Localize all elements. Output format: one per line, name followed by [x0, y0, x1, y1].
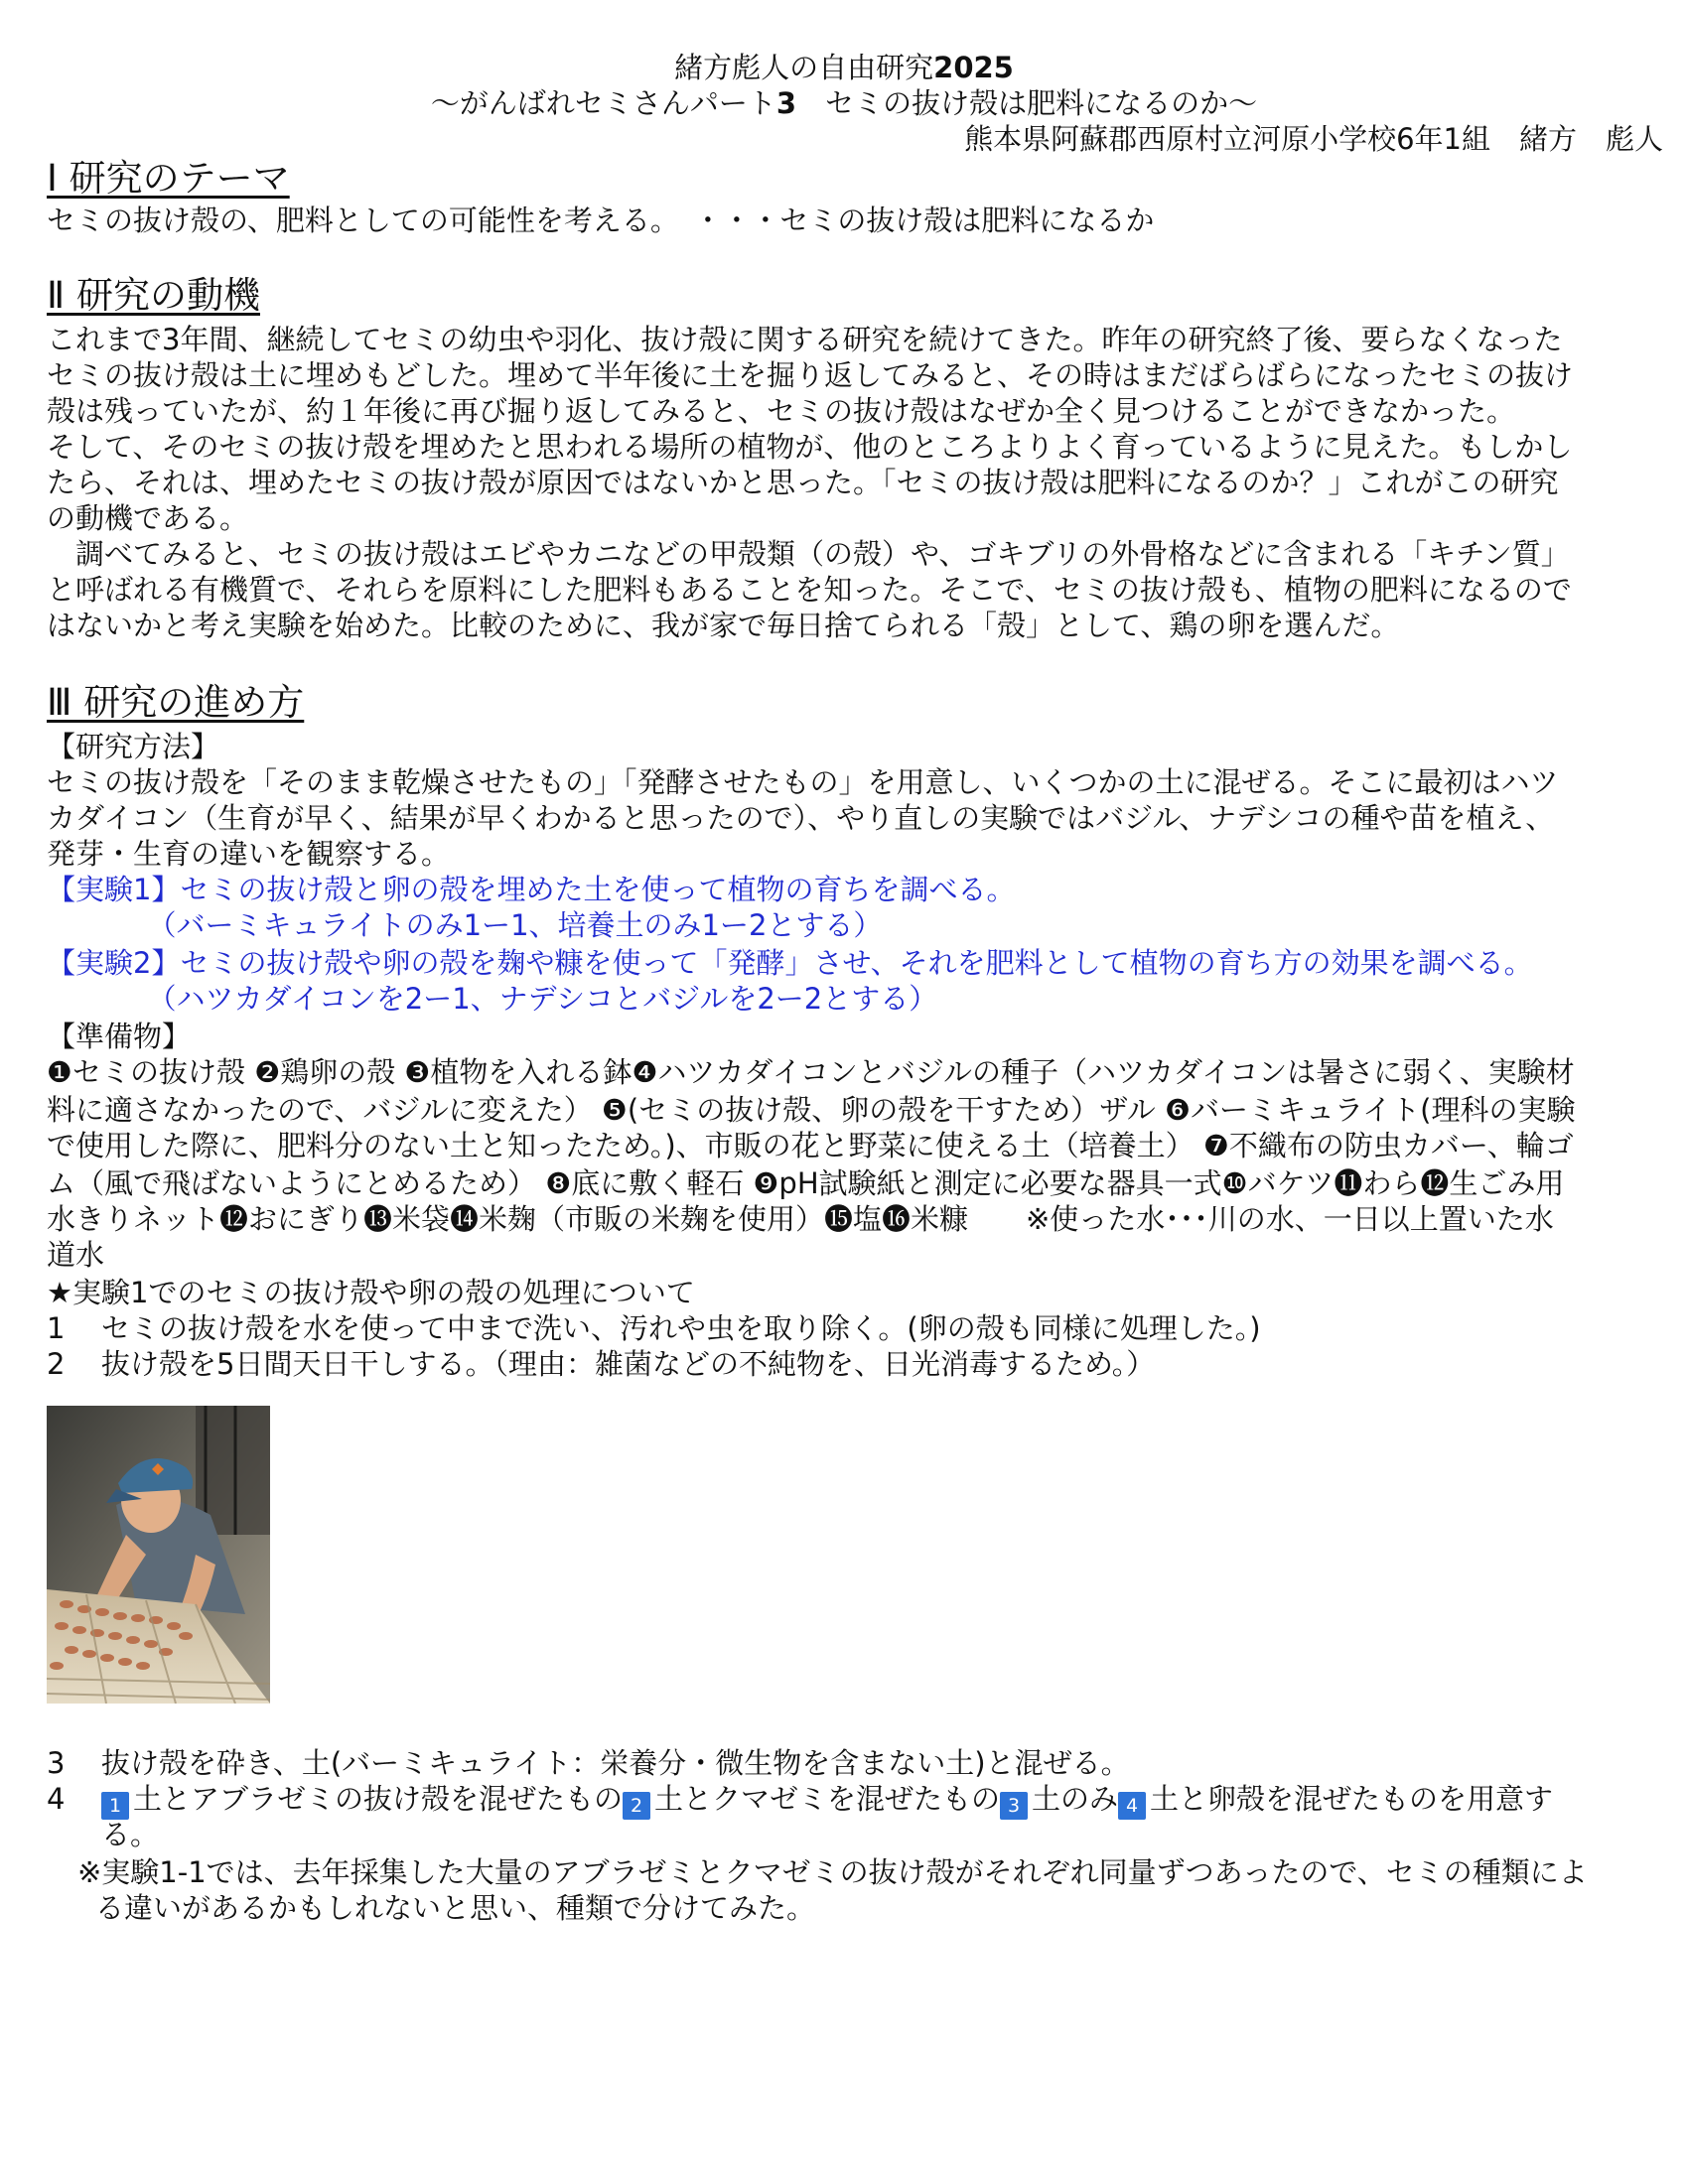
step-number: 1: [47, 1311, 66, 1345]
motive-line: 調べてみると、セミの抜け殻はエビやカニなどの甲殻類（の殻）や、ゴキブリの外骨格などに含まれる「キチン質」: [47, 537, 1570, 571]
drying-shells-photo: [47, 1406, 270, 1704]
number-badge: 1: [101, 1792, 129, 1820]
prep-line: ❶セミの抜け殻 ❷鶏卵の殻 ❸植物を入れる鉢❹ハツカダイコンとバジルの種子（ハツカダイコンは暑さに弱く、実験材: [47, 1055, 1575, 1089]
step-item: 4 1 土とアブラゼミの抜け殻を混ぜたもの 2 土とクマゼミを混ぜたもの 3 土のみ 4 土と卵殻を混ぜたものを用意す: [47, 1781, 1553, 1820]
step-number: 2: [47, 1347, 66, 1381]
motive-line: と呼ばれる有機質で、それらを原料にした肥料もあることを知った。そこで、セミの抜け殻も、植物の肥料になるので: [47, 573, 1572, 607]
author-line: 熊本県阿蘇郡西原村立河原小学校6年1組 緒方 彪人: [964, 122, 1663, 156]
motive-line: たら、それは、埋めたセミの抜け殻が原因ではないかと思った。「セミの抜け殻は肥料になるのか？」これがこの研究: [47, 466, 1559, 499]
section-1-heading: Ⅰ 研究のテーマ: [47, 157, 290, 200]
experiment-2: 【実験2】セミの抜け殻や卵の殻を麹や糠を使って「発酵」させ、それを肥料として植物の育ち方の効果を調べる。: [47, 946, 1533, 980]
section-1-text: セミの抜け殻の、肥料としての可能性を考える。 ・・・セミの抜け殻は肥料になるか: [47, 204, 1155, 237]
number-badge: 4: [1118, 1792, 1146, 1820]
experiment-2-note: （ハツカダイコンを2ー1、ナデシコとバジルを2ー2とする）: [47, 982, 938, 1016]
section-3-heading: Ⅲ 研究の進め方: [47, 681, 305, 724]
number-badge: 3: [1000, 1792, 1028, 1820]
document-subtitle: 〜がんばれセミさんパート3 セミの抜け殻は肥料になるのか〜: [430, 86, 1258, 120]
number-badge: 2: [623, 1792, 650, 1820]
step-number: 4: [47, 1782, 66, 1816]
step-item: [47, 1310, 1261, 1346]
prep-line: で使用した際に、肥料分のない土と知ったため。)、市販の花と野菜に使える土（培養土） ❼不織布の防虫カバー、輪ゴ: [47, 1129, 1574, 1162]
motive-line: はないかと考え実験を始めた。比較のために、我が家で毎日捨てられる「殻」として、鶏の卵を選んだ。: [47, 609, 1400, 642]
step-number: 3: [47, 1746, 66, 1780]
step-text: セミの抜け殻を水を使って中まで洗い、汚れや虫を取り除く。(卵の殻も同様に処理した。): [101, 1311, 1261, 1345]
method-line: カダイコン（生育が早く、結果が早くわかると思ったので）、やり直しの実験ではバジル、ナデシコの種や苗を植え、: [47, 801, 1555, 835]
step-text: 抜け殻を5日間天日干しする。（理由：雑菌などの不純物を、日光消毒するため。）: [101, 1347, 1156, 1381]
document-title: 緒方彪人の自由研究2025: [674, 51, 1014, 84]
step-text: 抜け殻を砕き、土(バーミキュライト：栄養分・微生物を含まない土)と混ぜる。: [101, 1746, 1130, 1780]
method-line: 発芽・生育の違いを観察する。: [47, 837, 451, 871]
method-line: セミの抜け殻を「そのまま乾燥させたもの」「発酵させたもの」を用意し、いくつかの土に混ぜる。そこに最初はハツ: [47, 765, 1559, 799]
note-line: る違いがあるかもしれないと思い、種類で分けてみた。: [95, 1891, 816, 1925]
step-item: [47, 1745, 1130, 1781]
note-line: ※実験1-1では、去年採集した大量のアブラゼミとクマゼミの抜け殻がそれぞれ同量ずつあったので、セミの種類によ: [77, 1855, 1588, 1889]
step-item: [47, 1346, 1155, 1382]
process-title: ★実験1でのセミの抜け殻や卵の殻の処理について: [47, 1276, 695, 1309]
motive-line: の動機である。: [47, 501, 249, 535]
step-continuation: る。: [101, 1818, 160, 1851]
prep-label: 【準備物】: [47, 1020, 192, 1053]
motive-line: これまで3年間、継続してセミの幼虫や羽化、抜け殻に関する研究を続けてきた。昨年の研究終了後、要らなくなった: [47, 323, 1563, 356]
motive-line: 殻は残っていたが、約１年後に再び掘り返してみると、セミの抜け殻はなぜか全く見つけることができなかった。: [47, 394, 1516, 428]
prep-line: 道水: [47, 1238, 105, 1272]
motive-line: そして、そのセミの抜け殻を埋めたと思われる場所の植物が、他のところよりよく育っているように見えた。もしかし: [47, 430, 1573, 464]
prep-line: 水きりネット⓬おにぎり⓭米袋⓮米麹（市販の米麹を使用）⓯塩⓰米糠 ※使った水･･･川の水、一日以上置いた水: [47, 1202, 1554, 1236]
prep-line: 料に適さなかったので、バジルに変えた） ❺(セミの抜け殻、卵の殻を干すため）ザル ❻バーミキュライト(理科の実験: [47, 1093, 1576, 1127]
section-2-heading: Ⅱ 研究の動機: [47, 274, 260, 317]
prep-line: ム（風で飛ばないようにとめるため） ❽底に敷く軽石 ❾pH試験紙と測定に必要な器具一式❿バケツ⓫わら⓬生ごみ用: [47, 1166, 1565, 1200]
experiment-1-note: （バーミキュライトのみ1ー1、培養土のみ1ー2とする）: [47, 908, 883, 942]
motive-line: セミの抜け殻は土に埋めもどした。埋めて半年後に土を掘り返してみると、その時はまだばらばらになったセミの抜け: [47, 358, 1574, 392]
experiment-1: 【実験1】セミの抜け殻と卵の殻を埋めた土を使って植物の育ちを調べる。: [47, 873, 1016, 906]
method-label: 【研究方法】: [47, 730, 220, 763]
